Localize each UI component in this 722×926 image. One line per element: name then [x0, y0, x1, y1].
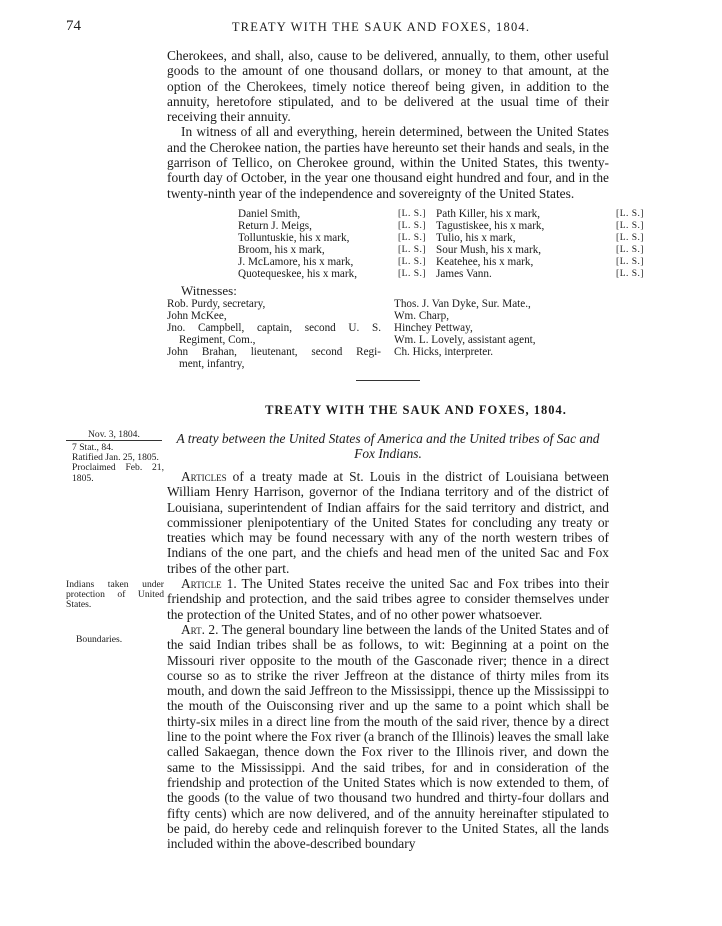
paragraph-text: of a treaty made at St. Louis in the district of Louisiana between William Henry Harrison, governor of the Indiana territory and of the district of Louisiana, superintendent of Indian affairs for the said territory and district, and commissioner plenipotentiary of the United States for concluding any treaty or treaties which may be found necessary with any of the north western tribes of Indians of the one part, and the chiefs and head men of the united Sac and Fox tribes of the other part.: [167, 469, 609, 576]
running-title: TREATY WITH THE SAUK AND FOXES, 1804.: [231, 20, 531, 34]
witnesses-left-column: [167, 298, 381, 371]
seal-mark: [L. S.]: [616, 221, 645, 232]
witness-name: Thos. J. Van Dyke, Sur. Mate.,: [394, 298, 531, 310]
signatory-name: Tulio, his x mark,: [436, 232, 516, 245]
paragraph-text: The United States receive the united Sac and Fox tribes into their friendship and protection, and the said tribes agree to consider themselves under the protection of the United States, and of no other power whatsoever.: [167, 576, 609, 622]
margin-date: Nov. 3, 1804.: [88, 429, 140, 440]
signature-row: [238, 244, 644, 256]
signature-row: [238, 220, 644, 232]
signatory-name: Tagustiskee, his x mark,: [436, 220, 545, 233]
article-label: Art. 2.: [181, 621, 219, 637]
witness-name: Hinchey Pettway,: [394, 322, 473, 335]
margin-boundaries: Boundaries.: [76, 634, 123, 645]
seal-mark: [L. S.]: [398, 257, 427, 268]
seal-mark: [L. S.]: [616, 257, 645, 268]
signatory-name: J. McLamore, his x mark,: [238, 256, 354, 269]
signatory-name: Sour Mush, his x mark,: [436, 244, 542, 257]
signature-row: [238, 256, 644, 268]
margin-protection: Indians taken under protection of United States.: [66, 579, 164, 611]
witness-name: Rob. Purdy, secretary,: [167, 298, 266, 310]
margin-citation: [66, 443, 164, 484]
margin-proclaimed: Proclaimed Feb. 21, 1805.: [72, 462, 164, 484]
witness-name: ment, infantry,: [179, 358, 245, 371]
treaty-title: TREATY WITH THE SAUK AND FOXES, 1804.: [265, 403, 567, 417]
margin-ratified: Ratified Jan. 25, 1805.: [72, 452, 159, 464]
witness-name: John Brahan, lieutenant, second Regi-: [167, 346, 381, 359]
signatory-name: Return J. Meigs,: [238, 220, 312, 233]
seal-mark: [L. S.]: [616, 245, 645, 256]
seal-mark: [L. S.]: [616, 269, 645, 280]
signatory-name: Keatehee, his x mark,: [436, 256, 534, 269]
seal-mark: [L. S.]: [398, 245, 427, 256]
signature-row: [238, 208, 644, 220]
witness-name: Jno. Campbell, captain, second U. S.: [167, 322, 381, 335]
prev-treaty-text: [167, 48, 609, 201]
witness-name: Wm. L. Lovely, assistant agent,: [394, 334, 536, 347]
paragraph: Cherokees, and shall, also, cause to be delivered, annually, to them, other useful goods to the amount of one thousand dollars, or money to that amount, at the option of the Cherokees, timely notice thereof being given, in addition to the annuity, heretofore stipulated, and to be delivered at the usual time of their receiving their annuity.: [167, 48, 609, 125]
paragraph: [167, 622, 609, 851]
signatory-name: Path Killer, his x mark,: [436, 208, 541, 220]
margin-stat: 7 Stat., 84.: [72, 442, 114, 453]
witnesses-right-column: [394, 298, 609, 358]
paragraph-text: The general boundary line between the lands of the United States and of the said Indian tribes shall be as follows, to wit: Beginning at a point on the Missouri river opposite to the mouth of the Gasconade river; thence in a direct course so as to strike the river Jeffreon at the distance of thirty miles from its mouth, and down the said Jeffreon to the Mississippi, thence up the Mississippi to the mouth of the Ouisconsing river and up the same to a point which shall be thirty-six miles in a direct line from the mouth of the said river, thence by a direct line to the point where the Fox river (a branch of the Illinois) leaves the small lake called Sakaegan, thence down the Fox river to the Illinois river, and down the same to the Mississippi. And the said tribes, for and in consideration of the friendship and protection of the United States which is now extended to them, of the goods (to the value of two thousand two hundred and thirty-four dollars and fifty cents) which are now delivered, and of the annuity hereinafter stipulated to be paid, do hereby cede and relinquish forever to the United States, all the lands included within the above-described boundary: [167, 621, 609, 852]
seal-mark: [L. S.]: [398, 221, 427, 232]
witness-name: Regiment, Com.,: [179, 334, 256, 347]
signatory-name: Daniel Smith,: [238, 208, 301, 220]
paragraph: [167, 576, 609, 622]
seal-mark: [L. S.]: [616, 233, 645, 244]
signatory-name: Quotequeskee, his x mark,: [238, 268, 357, 281]
witnesses-heading: Witnesses:: [181, 283, 237, 298]
seal-mark: [L. S.]: [398, 209, 427, 219]
lead-word: Articles: [181, 469, 227, 484]
seal-mark: [L. S.]: [398, 269, 427, 280]
seal-mark: [L. S.]: [398, 233, 427, 244]
paragraph: In witness of all and everything, herein determined, between the United States and the Cherokee nation, the parties have hereunto set their hands and seals, in the garrison of Tellico, on Cherokee ground, within the United States, this twenty-fourth day of October, in the year one thousand eight hundred and four, and in the twenty-ninth year of the independence and sovereignty of the United States.: [167, 124, 609, 201]
signature-row: [238, 232, 644, 244]
signature-row: [238, 268, 644, 280]
signatory-name: Broom, his x mark,: [238, 244, 325, 257]
article-label: Article 1.: [181, 576, 237, 592]
witness-name: Ch. Hicks, interpreter.: [394, 346, 494, 359]
treaty-subtitle: A treaty between the United States of America and the United tribes of Sac and Fox Indians.: [176, 431, 600, 461]
signatory-name: Tolluntuskie, his x mark,: [238, 232, 350, 245]
page-number: 74: [66, 18, 81, 34]
seal-mark: [L. S.]: [616, 209, 645, 219]
witness-name: Wm. Charp,: [394, 310, 449, 323]
signature-table: [238, 208, 644, 281]
treaty-text: [167, 469, 609, 851]
witness-name: John McKee,: [167, 310, 227, 323]
section-divider: [356, 380, 420, 381]
signatory-name: James Vann.: [436, 268, 492, 281]
paragraph: [167, 469, 609, 576]
margin-date-rule: [66, 440, 162, 441]
